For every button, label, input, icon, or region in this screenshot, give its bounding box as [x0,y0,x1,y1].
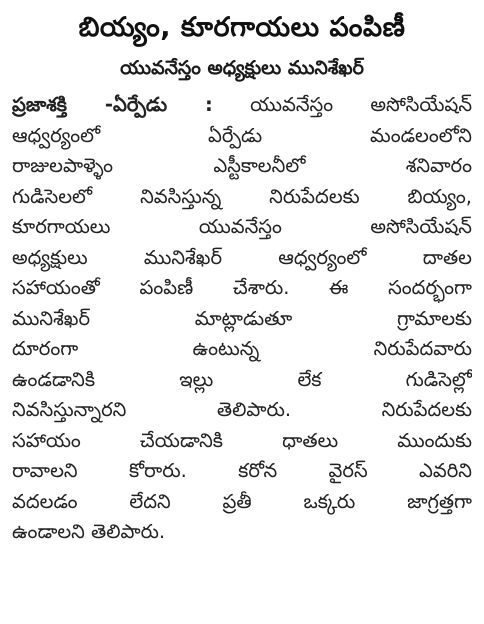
body-line: కూరగాయలు యువనేస్తం అసోసియేషన్ [12,215,472,238]
article-dateline: ప్రజాశక్తి -ఏర్పేడు : [12,93,213,116]
body-line-text: యువనేస్తం అసోసియేషన్ [212,93,472,116]
body-line: దూరంగా ఉంటున్న నిరుపేదవారు [12,337,472,360]
body-line: మునిశేఖర్ మాట్లాడుతూ గ్రామాలకు [12,306,472,330]
body-line: రాజులపాళ్ళెం ఎస్టీకాలనీలో శనివారం [12,154,472,177]
body-line [12,90,472,121]
body-line: ఉండడానికి ఇల్లు లేక గుడిసెల్లో [12,367,472,391]
article-headline: బియ్యం, కూరగాయలు పంపిణీ [78,12,406,43]
body-line: అధ్యక్షులు మునిశేఖర్ ఆధ్వర్యంలో దాతల [12,245,472,269]
article-body [12,90,472,548]
body-line: ఆధ్వర్యంలో ఏర్పేడు మండలంలోని [12,123,472,147]
body-line: నివసిస్తున్నారని తెలిపారు. నిరుపేదలకు [12,398,472,421]
body-line: రావాలని కోరారు. కరోన వైరస్ ఎవరిని [12,459,472,482]
body-line: సహాయంతో పంపిణీ చేశారు. ఈ సందర్భంగా [12,276,472,299]
body-line: గుడిసెలలో నివసిస్తున్న నిరుపేదలకు బియ్యం, [12,184,472,208]
article-subheadline: యువనేస్తం అధ్యక్షులు మునిశేఖర్ [120,57,364,79]
body-line: ఉండాలని తెలిపారు. [12,520,166,543]
body-line: వదలడం లేదని ప్రతీ ఒక్కరు జాగ్రత్తగా [12,489,472,513]
body-line: సహాయం చేయడానికి ధాతలు ముందుకు [12,428,472,452]
